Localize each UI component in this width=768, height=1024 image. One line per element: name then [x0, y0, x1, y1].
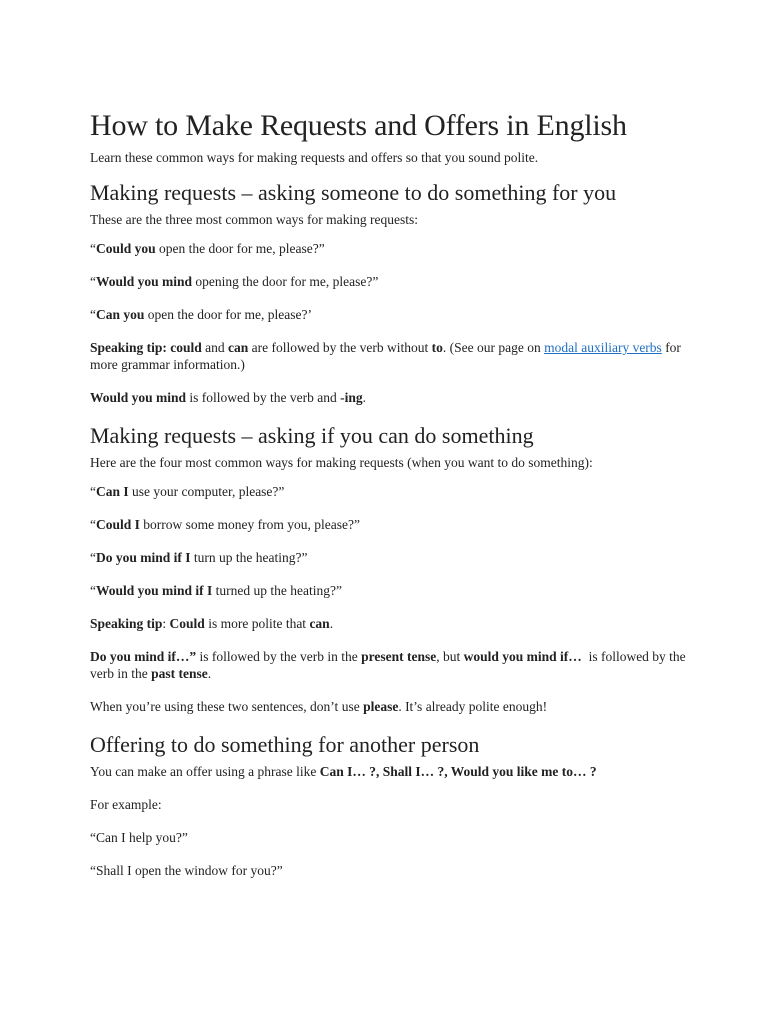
document-page [90, 108, 690, 895]
speaking-tip-could-can: Speaking tip: could and can are followed by the verb without to. (See our page on modal auxiliary verbs for more grammar information.) [90, 340, 681, 372]
example-would-you-mind: “Would you mind opening the door for me, please?” [90, 274, 379, 289]
section3-lead: You can make an offer using a phrase like Can I… ?, Shall I… ?, Would you like me to… ? [90, 764, 597, 779]
section2-lead: Here are the four most common ways for making requests (when you want to do something): [90, 455, 593, 470]
section-heading-requests-if-you-can: Making requests – asking if you can do something [90, 423, 534, 448]
note-dont-use-please: When you’re using these two sentences, don’t use please. It’s already polite enough! [90, 699, 548, 714]
section-heading-offering: Offering to do something for another person [90, 732, 480, 757]
note-would-you-mind-ing: Would you mind is followed by the verb and -ing. [90, 390, 367, 405]
example-shall-i-open-window: “Shall I open the window for you?” [90, 863, 283, 878]
note-tense-usage: Do you mind if…” is followed by the verb in the present tense, but would you mind if… is followed by the verb in the past tense. [90, 649, 690, 681]
speaking-tip-could-polite: Speaking tip: Could is more polite that can. [90, 616, 334, 631]
example-can-i-help-you: “Can I help you?” [90, 830, 188, 845]
page-title: How to Make Requests and Offers in English [90, 109, 627, 142]
example-can-you: “Can you open the door for me, please?’ [90, 307, 312, 322]
modal-auxiliary-verbs-link[interactable]: modal auxiliary verbs [544, 340, 662, 355]
example-could-you: “Could you open the door for me, please?” [90, 241, 325, 256]
example-do-you-mind-if-i: “Do you mind if I turn up the heating?” [90, 550, 308, 565]
section1-lead: These are the three most common ways for making requests: [90, 212, 419, 227]
for-example-label: For example: [90, 797, 162, 812]
intro-paragraph: Learn these common ways for making requests and offers so that you sound polite. [90, 150, 539, 165]
section-heading-requests-someone: Making requests – asking someone to do something for you [90, 180, 617, 205]
example-would-you-mind-if-i: “Would you mind if I turned up the heating?” [90, 583, 342, 598]
example-could-i: “Could I borrow some money from you, please?” [90, 517, 360, 532]
example-can-i: “Can I use your computer, please?” [90, 484, 285, 499]
